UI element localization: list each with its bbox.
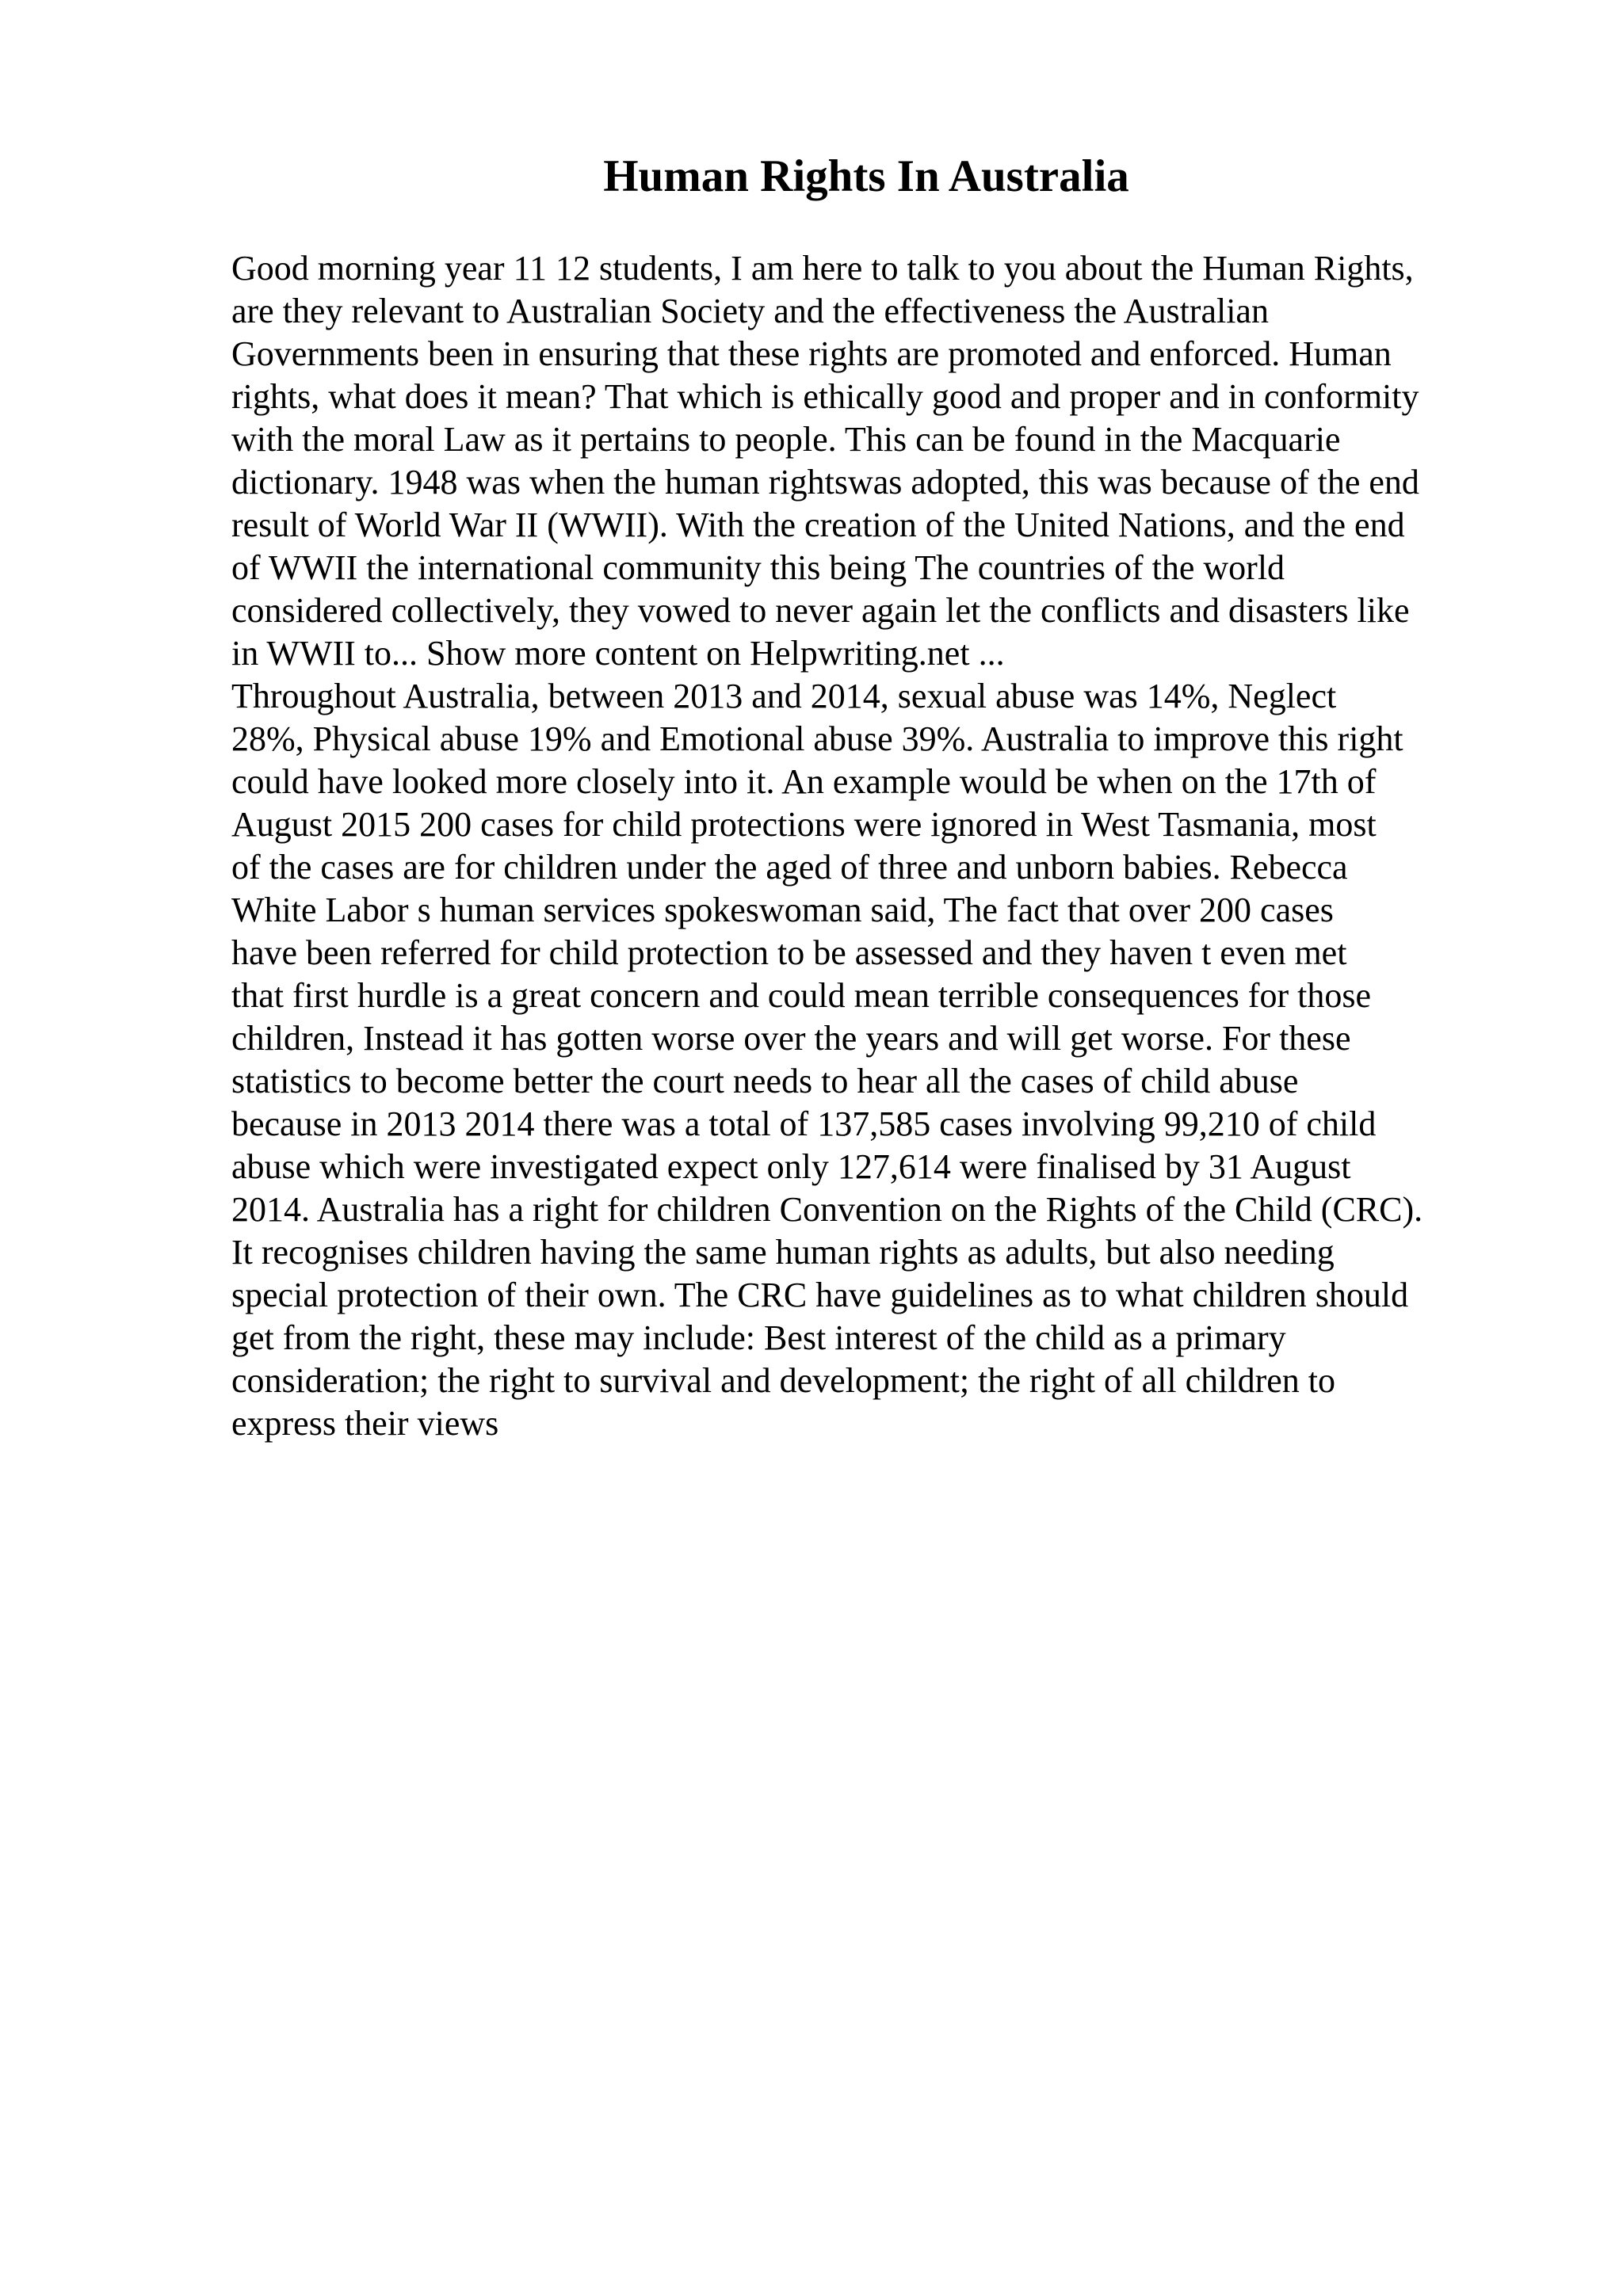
text-line: rights, what does it mean? That which is ethically good and proper and in conformity [231,377,1419,416]
text-line: dictionary. 1948 was when the human rightswas adopted, this was because of the end [231,463,1419,502]
document-title: Human Rights In Australia [603,151,1129,201]
text-line: result of World War II (WWII). With the creation of the United Nations, and the end [231,505,1405,544]
paragraph-2 [231,675,1515,1445]
text-line: could have looked more closely into it. An example would be when on the 17th of [231,762,1377,801]
text-line: that first hurdle is a great concern and could mean terrible consequences for those [231,976,1371,1015]
text-line: of WWII the international community this being The countries of the world [231,548,1285,587]
text-line: Governments been in ensuring that these rights are promoted and enforced. Human [231,334,1392,373]
text-line: have been referred for child protection to be assessed and they haven t even met [231,933,1347,972]
text-line: of the cases are for children under the aged of three and unborn babies. Rebecca [231,848,1348,887]
text-line: with the moral Law as it pertains to people. This can be found in the Macquarie [231,420,1341,459]
text-line: special protection of their own. The CRC have guidelines as to what children should [231,1276,1409,1314]
text-line: considered collectively, they vowed to never again let the conflicts and disasters like [231,591,1410,630]
text-line: 28%, Physical abuse 19% and Emotional abuse 39%. Australia to improve this right [231,719,1403,758]
text-line: 2014. Australia has a right for children Convention on the Rights of the Child (CRC). [231,1190,1423,1229]
text-line: consideration; the right to survival and development; the right of all children to [231,1361,1335,1400]
paragraph-1 [231,247,1515,675]
text-line: are they relevant to Australian Society and the effectiveness the Australian [231,292,1269,330]
document-body [231,247,1515,1445]
text-line: abuse which were investigated expect only 127,614 were finalised by 31 August [231,1147,1351,1186]
text-line: Good morning year 11 12 students, I am here to talk to you about the Human Rights, [231,249,1414,288]
text-line: because in 2013 2014 there was a total of 137,585 cases involving 99,210 of child [231,1104,1377,1143]
text-line: express their views [231,1404,499,1443]
text-line: get from the right, these may include: Best interest of the child as a primary [231,1318,1286,1357]
text-line: August 2015 200 cases for child protections were ignored in West Tasmania, most [231,805,1377,844]
text-line: in WWII to... Show more content on Helpwriting.net ... [231,634,1005,673]
text-line: It recognises children having the same human rights as adults, but also needing [231,1233,1335,1272]
text-line: White Labor s human services spokeswoman said, The fact that over 200 cases [231,891,1334,929]
text-line: children, Instead it has gotten worse over the years and will get worse. For these [231,1019,1351,1058]
text-line: Throughout Australia, between 2013 and 2014, sexual abuse was 14%, Neglect [231,677,1337,715]
text-line: statistics to become better the court needs to hear all the cases of child abuse [231,1062,1299,1100]
